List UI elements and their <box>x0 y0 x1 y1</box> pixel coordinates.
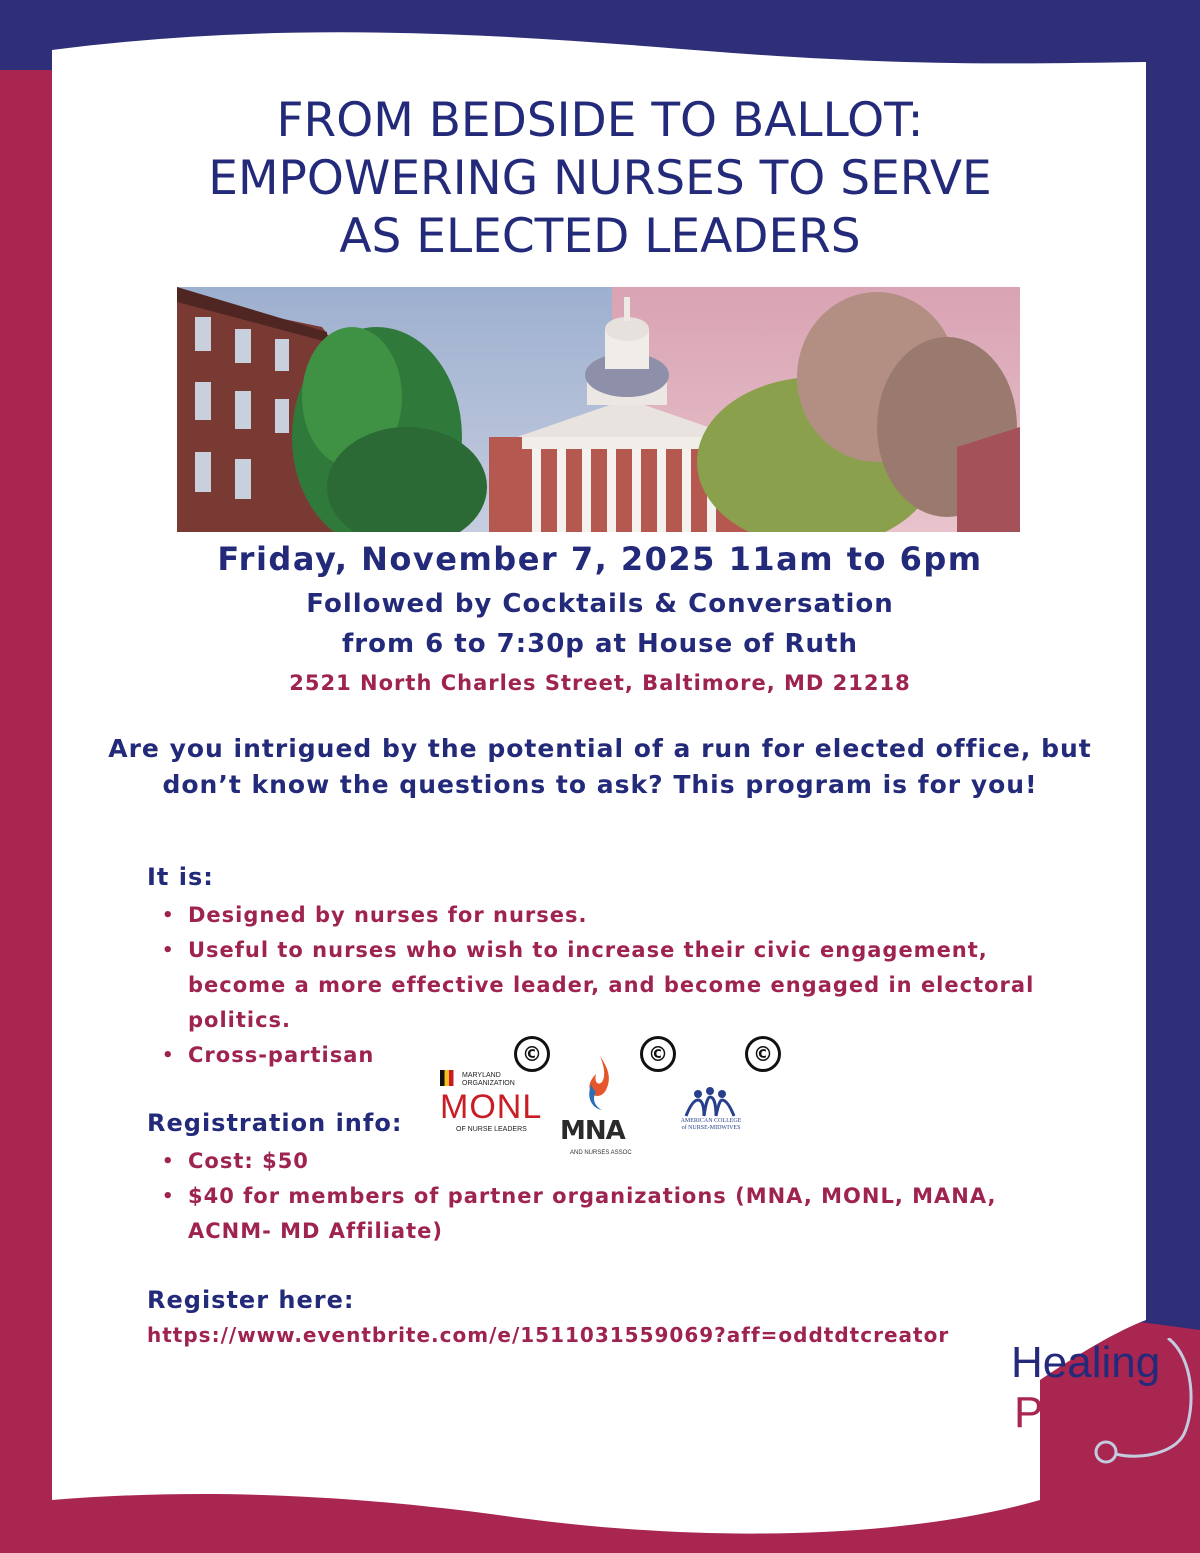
mna-logo <box>556 1050 646 1156</box>
about-heading: It is: <box>147 863 214 891</box>
followup-line: from 6 to 7:30p at House of Ruth <box>342 629 858 659</box>
followup-line: Followed by Cocktails & Conversation <box>306 589 894 619</box>
monl-logo <box>436 1066 546 1156</box>
flame-icon <box>578 1054 618 1112</box>
mna-abbr: MNA <box>560 1116 625 1146</box>
copyright-icon: © <box>640 1036 676 1072</box>
healing-politics-line1: Healing <box>1011 1338 1161 1387</box>
monl-abbr: MONL <box>440 1088 543 1126</box>
list-item: • Cost: $50 <box>150 1144 1070 1179</box>
list-item: • Cross-partisan <box>150 1038 1070 1073</box>
monl-bottom: OF NURSE LEADERS <box>456 1126 527 1133</box>
title-line: EMPOWERING NURSES TO SERVE <box>208 151 992 206</box>
intro-text: Are you intrigued by the potential of a run for elected office, but don’t know the questions to ask? This program is for you! <box>108 734 1092 799</box>
title-line: AS ELECTED LEADERS <box>339 209 861 264</box>
event-date-time: Friday, November 7, 2025 11am to 6pm <box>217 540 983 578</box>
title-line: FROM BEDSIDE TO BALLOT: <box>276 93 924 148</box>
copyright-icon: © <box>514 1036 550 1072</box>
healing-politics-line2: Politics <box>1014 1388 1154 1437</box>
mna-tagline: AND NURSES ASSOC <box>570 1150 632 1156</box>
list-item: • Useful to nurses who wish to increase their civic engagement, become a more effective leader, and become engaged in electoral politics. <box>150 933 1070 1038</box>
about-list <box>150 898 1070 1073</box>
register-link[interactable]: https://www.eventbrite.com/e/1511031559069?aff=oddtdtcreator <box>147 1323 950 1347</box>
registration-list <box>150 1144 1070 1249</box>
acnm-line2: of NURSE-MIDWIVES <box>681 1125 741 1131</box>
maryland-flag-icon <box>440 1070 458 1086</box>
acnm-logo <box>676 1086 746 1146</box>
event-title <box>140 92 1060 266</box>
state-house-photo <box>177 287 1020 532</box>
list-item: • Designed by nurses for nurses. <box>150 898 1070 933</box>
register-heading: Register here: <box>147 1286 355 1314</box>
monl-org: ORGANIZATION <box>462 1080 515 1087</box>
acnm-text <box>676 1118 746 1132</box>
list-item: • $40 for members of partner organizations (MNA, MONL, MANA, ACNM- MD Affiliate) <box>150 1179 1070 1249</box>
registration-heading: Registration info: <box>147 1109 403 1137</box>
healing-politics-logo <box>1008 1338 1198 1468</box>
midwives-figures-icon <box>676 1086 746 1118</box>
acnm-line1: AMERICAN COLLEGE <box>680 1118 742 1124</box>
copyright-icon: © <box>745 1036 781 1072</box>
monl-top: MARYLAND <box>462 1072 501 1079</box>
event-address: 2521 North Charles Street, Baltimore, MD 21218 <box>289 671 911 695</box>
